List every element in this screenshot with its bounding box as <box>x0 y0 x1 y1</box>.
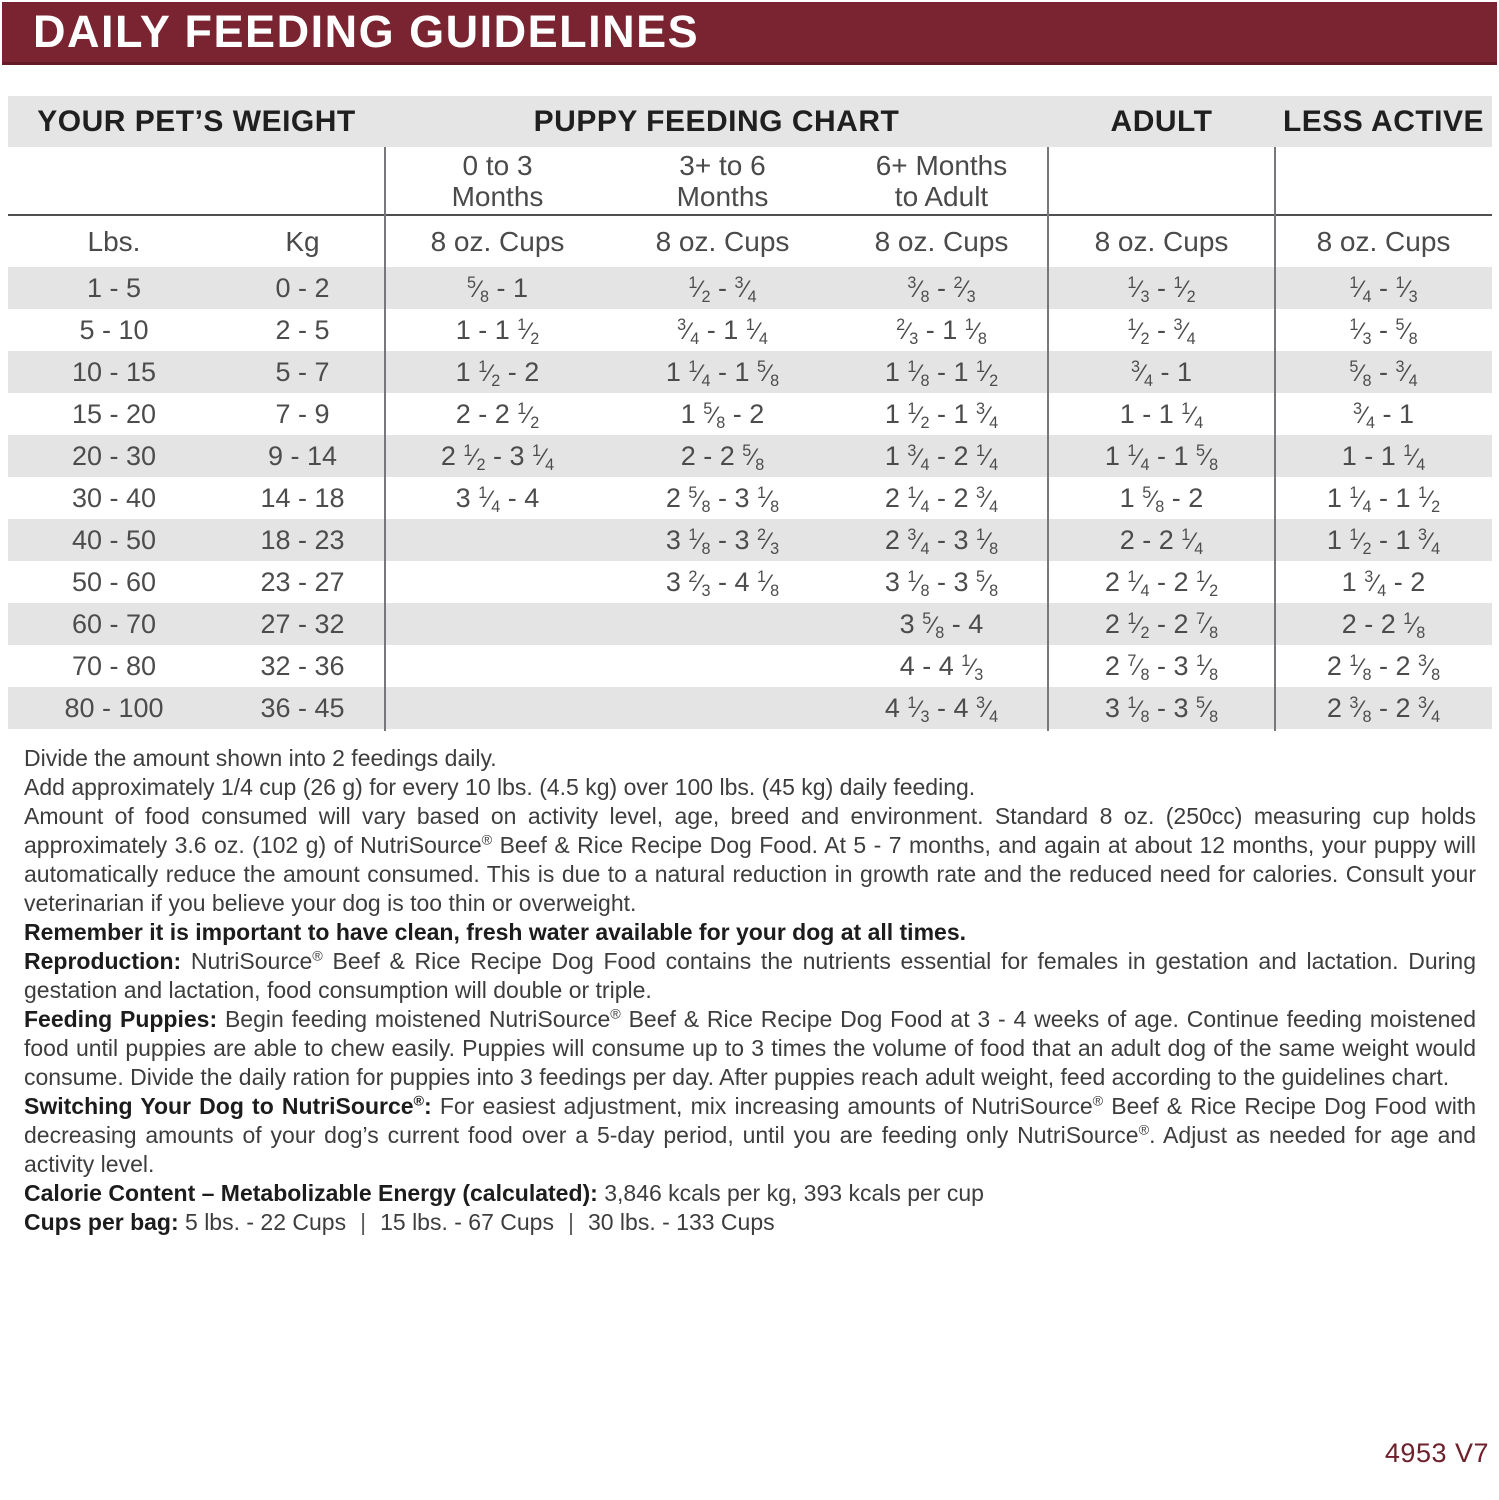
fraction: $^1⁄_2$ <box>517 316 540 348</box>
fraction: $^3⁄_4$ <box>677 316 700 348</box>
fraction: $^3⁄_4$ <box>1173 316 1196 348</box>
fraction: $^3⁄_4$ <box>1364 568 1387 600</box>
table-cell: 15 - 20 <box>71 398 157 429</box>
feeding-guidelines-table <box>8 96 1492 729</box>
fraction: $^5⁄_8$ <box>1395 316 1418 348</box>
fraction: $^1⁄_8$ <box>976 526 999 558</box>
section-text: NutriSource® Beef & Rice Recipe Dog Food contains the nutrients essential for females in gestation and lactation. During gestation and lactation, food consumption will double or triple. <box>24 948 1476 1003</box>
fraction: $^1⁄_2$ <box>1418 484 1441 516</box>
table-group-header-row <box>8 96 1492 147</box>
table-cell: 80 - 100 <box>64 692 164 723</box>
table-cell: 10 - 15 <box>71 356 157 387</box>
fraction: $^1⁄_3$ <box>1395 274 1418 306</box>
fraction: $^2⁄_3$ <box>953 274 976 306</box>
table-cell: 1 $^3⁄_4 - 2$ $^1⁄_4$ <box>884 440 999 474</box>
fraction: $^1⁄_2$ <box>907 400 930 432</box>
fraction: $^3⁄_4$ <box>907 442 930 474</box>
fraction: $^1⁄_8$ <box>688 526 711 558</box>
table-cell: $^5⁄_8 - 1$ <box>466 272 529 306</box>
table-cell: 2 - 2 $^1⁄_8$ <box>1341 608 1426 642</box>
table-row <box>8 687 1492 729</box>
table-cell: 2 - 2 $^1⁄_4$ <box>1119 524 1204 558</box>
notes-section <box>24 744 1476 1237</box>
fraction: $^1⁄_8$ <box>1403 610 1426 642</box>
section-label: Feeding Puppies: <box>24 1006 218 1032</box>
fraction: $^1⁄_2$ <box>1127 316 1150 348</box>
separator: | <box>567 1209 574 1235</box>
fraction: $^3⁄_4$ <box>1130 358 1154 390</box>
table-cell: $^1⁄_3$ - $^5⁄_8$ <box>1349 314 1418 348</box>
table-divider-line <box>1047 147 1049 731</box>
table-cell: 5 - 7 <box>275 356 330 387</box>
table-cell: 2 $^1⁄_4 - 2$ $^1⁄_2$ <box>1104 566 1219 600</box>
table-cell: 1 - 1 $^1⁄_4$ <box>1341 440 1426 474</box>
table-cell: $^3⁄_4 - 1$ <box>1130 356 1193 390</box>
fraction: $^1⁄_4$ <box>1349 274 1372 306</box>
table-cell: 1 $^5⁄_8 - 2$ <box>680 398 765 432</box>
fraction: $^5⁄_8$ <box>466 274 490 306</box>
table-cell: 3 $^2⁄_3 - 4$ $^1⁄_8$ <box>665 566 780 600</box>
fraction: $^1⁄_4$ <box>907 484 930 516</box>
fraction: $^1⁄_8$ <box>1349 652 1372 684</box>
fraction: $^3⁄_4$ <box>976 400 999 432</box>
fraction: $^3⁄_4$ <box>907 526 930 558</box>
table-cell: 30 - 40 <box>71 482 157 513</box>
table-cell: $^1⁄_2$ - $^3⁄_4$ <box>1127 314 1196 348</box>
fraction: $^3⁄_4$ <box>734 274 757 306</box>
table-cell: 2 $^3⁄_4 - 3$ $^1⁄_8$ <box>884 524 999 558</box>
fraction: $^1⁄_8$ <box>907 568 930 600</box>
table-cell: 2 $^1⁄_8 - 2$ $^3⁄_8$ <box>1326 650 1441 684</box>
calorie-label: Calorie Content – Metabolizable Energy (calculated): <box>24 1180 598 1206</box>
table-cell: $^1⁄_4$ - $^1⁄_3$ <box>1349 272 1418 306</box>
table-cell: 20 - 30 <box>71 440 157 471</box>
fraction: $^3⁄_4$ <box>976 694 999 726</box>
table-cell: 50 - 60 <box>71 566 157 597</box>
table-age-header-row <box>8 147 1492 214</box>
table-cell: 36 - 45 <box>260 692 345 723</box>
section-text: For easiest adjustment, mix increasing amounts of NutriSource® Beef & Rice Recipe Dog Food with decreasing amounts of your dog’s current food over a 5-day period, until you are feeding only NutriSource®. Adjust as needed for age and activity level. <box>24 1093 1476 1177</box>
title-bar <box>2 2 1497 65</box>
age-col-6-months-adult: 6+ Months to Adult <box>875 149 1008 212</box>
fraction: $^1⁄_4$ <box>532 442 555 474</box>
table-cell: 2 $^5⁄_8 - 3$ $^1⁄_8$ <box>665 482 780 516</box>
fraction: $^1⁄_4$ <box>478 484 501 516</box>
table-row <box>8 267 1492 309</box>
table-cell: $^3⁄_4 - 1$ <box>1352 398 1415 432</box>
table-cell: 3 $^1⁄_8 - 3$ $^5⁄_8$ <box>884 566 999 600</box>
table-row <box>8 351 1492 393</box>
section-text: Begin feeding moistened NutriSource® Beef & Rice Recipe Dog Food at 3 - 4 weeks of age. Continue feeding moistened food until puppies are able to chew easily. Puppies will consume up to 3 times the volume of food that an adult dog of the same weight would consume. Divide the daily ration for puppies into 3 feedings per day. After puppies reach adult weight, feed according to the guidelines chart. <box>24 1006 1477 1090</box>
units-cups: 8 oz. Cups <box>874 225 1009 257</box>
fraction: $^1⁄_3$ <box>907 694 930 726</box>
fraction: $^1⁄_4$ <box>1181 526 1204 558</box>
table-cell: 18 - 23 <box>260 524 345 555</box>
table-cell: 1 $^1⁄_4 - 1$ $^1⁄_2$ <box>1326 482 1441 516</box>
page-title: DAILY FEEDING GUIDELINES <box>33 6 700 57</box>
fraction: $^2⁄_3$ <box>688 568 711 600</box>
fraction: $^3⁄_8$ <box>907 274 930 306</box>
fraction: $^1⁄_4$ <box>976 442 999 474</box>
fraction: $^1⁄_2$ <box>478 358 501 390</box>
table-cell: 1 $^3⁄_4 - 2$ <box>1341 566 1426 600</box>
table-cell: 2 - 2 $^1⁄_2$ <box>455 398 540 432</box>
section-switching <box>24 1092 1476 1179</box>
fraction: $^3⁄_4$ <box>1418 526 1441 558</box>
fraction: $^3⁄_4$ <box>1352 400 1376 432</box>
cups-per-bag-line <box>24 1208 1476 1237</box>
table-cell: 1 $^1⁄_4 - 1$ $^5⁄_8$ <box>665 356 780 390</box>
fraction: $^5⁄_8$ <box>757 358 780 390</box>
fraction: $^1⁄_8$ <box>964 316 987 348</box>
group-header-adult: ADULT <box>1110 104 1213 138</box>
fraction: $^1⁄_8$ <box>1196 652 1219 684</box>
table-cell: 40 - 50 <box>71 524 157 555</box>
separator: | <box>360 1209 367 1235</box>
units-kg: Kg <box>285 225 320 257</box>
table-cell: 14 - 18 <box>260 482 345 513</box>
fraction: $^5⁄_8$ <box>1349 358 1372 390</box>
fraction: $^3⁄_8$ <box>1418 652 1441 684</box>
group-header-pet-weight: YOUR PET’S WEIGHT <box>37 104 356 138</box>
fraction: $^1⁄_3$ <box>1349 316 1372 348</box>
table-cell: 1 - 1 $^1⁄_4$ <box>1119 398 1204 432</box>
group-header-less-active: LESS ACTIVE <box>1282 104 1485 138</box>
fraction: $^5⁄_8$ <box>1196 694 1219 726</box>
section-label: Switching Your Dog to NutriSource®: <box>24 1093 432 1119</box>
table-cell: $^1⁄_3$ - $^1⁄_2$ <box>1127 272 1196 306</box>
note-fresh-water: Remember it is important to have clean, fresh water available for your dog at all times. <box>24 919 967 945</box>
fraction: $^5⁄_8$ <box>1142 484 1165 516</box>
fraction: $^1⁄_2$ <box>688 274 711 306</box>
table-divider-line <box>1274 147 1276 731</box>
age-col-0-3-months: 0 to 3 Months <box>451 149 544 212</box>
table-row <box>8 477 1492 519</box>
fraction: $^1⁄_4$ <box>688 358 711 390</box>
table-row <box>8 603 1492 645</box>
fraction: $^1⁄_2$ <box>1196 568 1219 600</box>
table-row <box>8 309 1492 351</box>
fraction: $^1⁄_2$ <box>976 358 999 390</box>
calorie-value: 3,846 kcals per kg, 393 kcals per cup <box>604 1180 984 1206</box>
feeding-table-rows <box>8 267 1492 729</box>
table-row <box>8 393 1492 435</box>
fraction: $^1⁄_4$ <box>1403 442 1426 474</box>
units-cups: 8 oz. Cups <box>1094 225 1229 257</box>
fraction: $^5⁄_8$ <box>922 610 945 642</box>
note-amount-varies: Amount of food consumed will vary based on activity level, age, breed and environment. Standard 8 oz. (250cc) measuring cup holds approximately 3.6 oz. (102 g) of NutriSource® Beef & Rice Recipe Dog Food. At 5 - 7 months, and again at about 12 months, your puppy will automatically reduce the amount consumed. This is due to a natural reduction in growth rate and the reduced need for calories. Consult your veterinarian if you believe your dog is too thin or overweight. <box>24 803 1476 916</box>
table-cell: 3 $^5⁄_8 - 4$ <box>899 608 984 642</box>
table-cell: 3 $^1⁄_8 - 3$ $^5⁄_8$ <box>1104 692 1219 726</box>
cups-item: 15 lbs. - 67 Cups <box>380 1209 554 1235</box>
cups-item: 30 lbs. - 133 Cups <box>587 1209 775 1235</box>
table-cell: $^2⁄_3 - 1$ $^1⁄_8$ <box>896 314 987 348</box>
note-divide-feedings: Divide the amount shown into 2 feedings daily. <box>24 745 497 771</box>
section-label: Reproduction: <box>24 948 182 974</box>
table-cell: $^5⁄_8$ - $^3⁄_4$ <box>1349 356 1418 390</box>
table-cell: $^3⁄_4 - 1$ $^1⁄_4$ <box>677 314 768 348</box>
fraction: $^1⁄_4$ <box>745 316 768 348</box>
table-row <box>8 519 1492 561</box>
table-cell: 4 $^1⁄_3 - 4$ $^3⁄_4$ <box>884 692 999 726</box>
table-cell: $^1⁄_2$ - $^3⁄_4$ <box>688 272 757 306</box>
fraction: $^1⁄_8$ <box>757 568 780 600</box>
units-cups: 8 oz. Cups <box>1316 225 1451 257</box>
table-cell: 2 $^7⁄_8 - 3$ $^1⁄_8$ <box>1104 650 1219 684</box>
fraction: $^1⁄_2$ <box>1349 526 1372 558</box>
fraction: $^1⁄_4$ <box>1127 442 1150 474</box>
fraction: $^2⁄_3$ <box>896 316 919 348</box>
fraction: $^5⁄_8$ <box>976 568 999 600</box>
table-cell: $^3⁄_8$ - $^2⁄_3$ <box>907 272 976 306</box>
table-cell: 1 $^1⁄_2 - 1$ $^3⁄_4$ <box>884 398 999 432</box>
table-cell: 0 - 2 <box>275 272 330 303</box>
table-cell: 1 - 1 $^1⁄_2$ <box>455 314 540 348</box>
table-row <box>8 435 1492 477</box>
section-feeding-puppies <box>24 1005 1476 1092</box>
fraction: $^1⁄_2$ <box>1173 274 1196 306</box>
section-reproduction <box>24 947 1476 1005</box>
table-cell: 2 - 2 $^5⁄_8$ <box>680 440 765 474</box>
fraction: $^3⁄_4$ <box>1395 358 1418 390</box>
table-cell: 2 - 5 <box>275 314 330 345</box>
table-divider-line <box>384 147 386 731</box>
table-cell: 1 $^1⁄_8 - 1$ $^1⁄_2$ <box>884 356 999 390</box>
fraction: $^1⁄_4$ <box>1127 568 1150 600</box>
table-cell: 23 - 27 <box>260 566 345 597</box>
calorie-content-line <box>24 1179 1476 1208</box>
fraction: $^1⁄_2$ <box>463 442 486 474</box>
fraction: $^1⁄_4$ <box>1349 484 1372 516</box>
table-cell: 7 - 9 <box>275 398 330 429</box>
fraction: $^1⁄_8$ <box>907 358 930 390</box>
table-cell: 1 $^1⁄_2 - 2$ <box>455 356 540 390</box>
table-cell: 1 $^5⁄_8 - 2$ <box>1119 482 1204 516</box>
age-col-3-6-months: 3+ to 6 Months <box>676 149 769 212</box>
table-cell: 1 $^1⁄_2 - 1$ $^3⁄_4$ <box>1326 524 1441 558</box>
table-cell: 27 - 32 <box>260 608 345 639</box>
fraction: $^5⁄_8$ <box>1196 442 1219 474</box>
units-cups: 8 oz. Cups <box>655 225 790 257</box>
note-add-quarter-cup: Add approximately 1/4 cup (26 g) for every 10 lbs. (4.5 kg) over 100 lbs. (45 kg) daily feeding. <box>24 774 976 800</box>
table-cell: 3 $^1⁄_8 - 3$ $^2⁄_3$ <box>665 524 780 558</box>
table-row <box>8 561 1492 603</box>
table-cell: 1 - 5 <box>86 272 142 303</box>
fraction: $^5⁄_8$ <box>703 400 726 432</box>
table-cell: 32 - 36 <box>260 650 345 681</box>
fraction: $^1⁄_4$ <box>1181 400 1204 432</box>
fraction: $^7⁄_8$ <box>1127 652 1150 684</box>
table-cell: 3 $^1⁄_4 - 4$ <box>455 482 540 516</box>
table-cell: 60 - 70 <box>71 608 157 639</box>
table-cell: 5 - 10 <box>79 314 149 345</box>
fraction: $^7⁄_8$ <box>1196 610 1219 642</box>
fraction: $^1⁄_8$ <box>1127 694 1150 726</box>
table-cell: 2 $^1⁄_4 - 2$ $^3⁄_4$ <box>884 482 999 516</box>
fraction: $^1⁄_3$ <box>1127 274 1150 306</box>
table-cell: 1 $^1⁄_4 - 1$ $^5⁄_8$ <box>1104 440 1219 474</box>
units-cups: 8 oz. Cups <box>430 225 565 257</box>
table-cell: 2 $^3⁄_8 - 2$ $^3⁄_4$ <box>1326 692 1441 726</box>
table-cell: 9 - 14 <box>267 440 338 471</box>
table-cell: 2 $^1⁄_2 - 3$ $^1⁄_4$ <box>440 440 555 474</box>
table-cell: 2 $^1⁄_2 - 2$ $^7⁄_8$ <box>1104 608 1219 642</box>
table-cell: 70 - 80 <box>71 650 157 681</box>
fraction: $^1⁄_3$ <box>961 652 984 684</box>
fraction: $^2⁄_3$ <box>757 526 780 558</box>
version-code: 4953 V7 <box>1384 1438 1489 1468</box>
cups-per-bag-items <box>185 1209 775 1235</box>
fraction: $^1⁄_2$ <box>1127 610 1150 642</box>
group-header-puppy-chart: PUPPY FEEDING CHART <box>533 104 900 138</box>
fraction: $^3⁄_4$ <box>1418 694 1441 726</box>
table-cell: 4 - 4 $^1⁄_3$ <box>899 650 984 684</box>
fraction: $^5⁄_8$ <box>688 484 711 516</box>
units-lbs: Lbs. <box>87 225 141 257</box>
fraction: $^1⁄_8$ <box>757 484 780 516</box>
fraction: $^3⁄_8$ <box>1349 694 1372 726</box>
table-units-row <box>8 214 1492 267</box>
table-row <box>8 645 1492 687</box>
fraction: $^1⁄_2$ <box>517 400 540 432</box>
cups-label: Cups per bag: <box>24 1209 179 1235</box>
fraction: $^5⁄_8$ <box>742 442 765 474</box>
cups-item: 5 lbs. - 22 Cups <box>185 1209 347 1235</box>
fraction: $^3⁄_4$ <box>976 484 999 516</box>
